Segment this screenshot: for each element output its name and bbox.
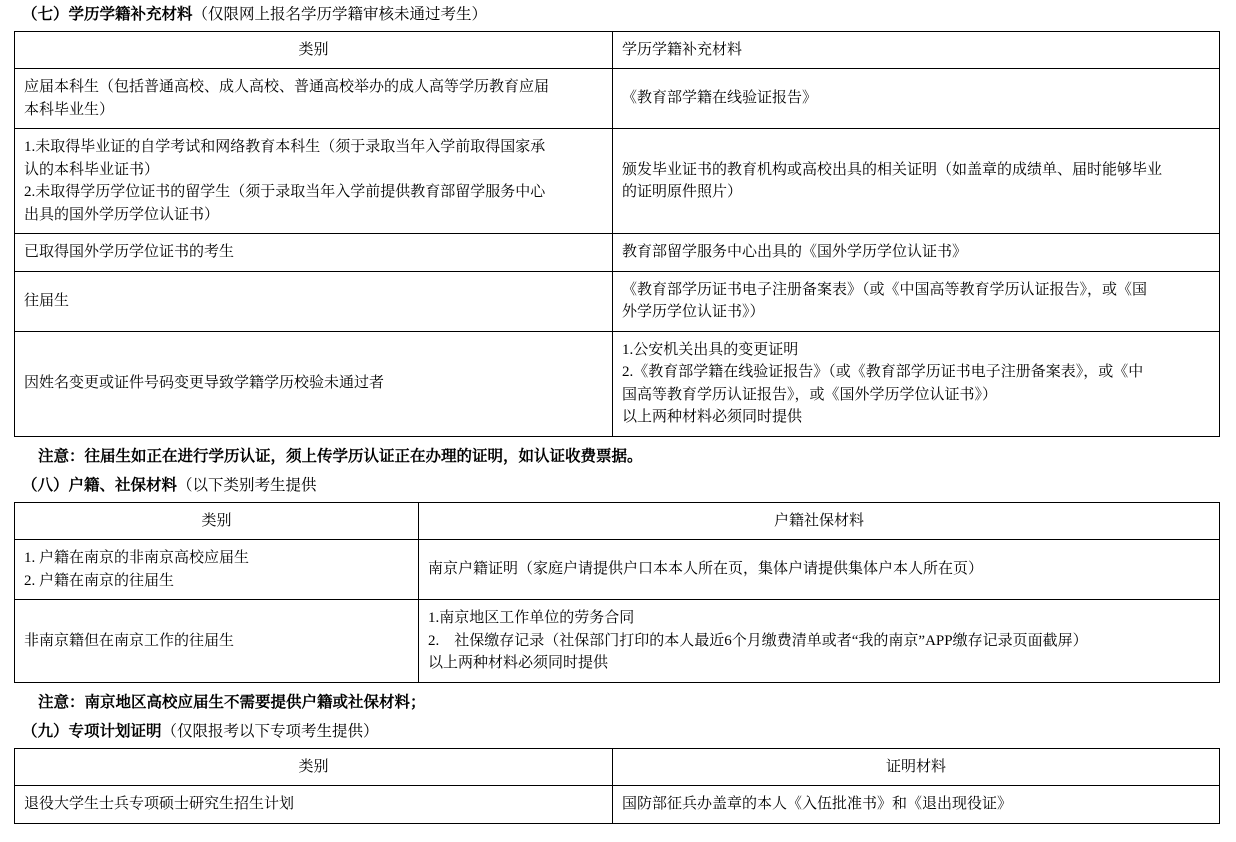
table-row (15, 600, 1220, 683)
cell-text-line: 2. 户籍在南京的往届生 (24, 572, 175, 589)
table-header-row (15, 748, 1220, 786)
table-special-plan (14, 748, 1220, 824)
cell-text-line: 2.《教育部学籍在线验证报告》（或《教育部学历证书电子注册备案表》，或《中 (622, 364, 1144, 381)
cell-text-line: 2. 社保缴存记录（社保部门打印的本人最近6个月缴费清单或者“我的南京”APP缴存记录页面截屏） (428, 632, 1088, 649)
table-cell-materials (613, 786, 1220, 824)
cell-text-line: 南京户籍证明（家庭户请提供户口本本人所在页，集体户请提供集体户本人所在页） (428, 561, 984, 578)
cell-text-line: 教育部留学服务中心出具的《国外学历学位认证书》 (622, 244, 968, 261)
table-cell-materials (613, 129, 1220, 234)
table-academic-supplement (14, 31, 1220, 437)
section-heading-8 (0, 471, 1236, 502)
section-heading-7 (0, 0, 1236, 31)
cell-text-line: 认的本科毕业证书） (24, 161, 160, 178)
cell-text-line: 退役大学生士兵专项硕士研究生招生计划 (24, 796, 295, 813)
section-heading-9 (0, 717, 1236, 748)
table-row (15, 129, 1220, 234)
table-residence-socialsecurity (14, 502, 1220, 683)
table-header-cell-category: 类别 (15, 502, 419, 540)
section-heading-8-bold: （八）户籍、社保材料 (22, 476, 178, 494)
table-cell-category (15, 129, 613, 234)
cell-text-line: 以上两种材料必须同时提供 (622, 409, 803, 426)
cell-text-line: 1.未取得毕业证的自学考试和网络教育本科生（须于录取当年入学前取得国家承 (24, 139, 546, 156)
table-cell-category (15, 331, 613, 436)
cell-text-line: 2.未取得学历学位证书的留学生（须于录取当年入学前提供教育部留学服务中心 (24, 184, 546, 201)
section-heading-9-bold: （九）专项计划证明 (22, 722, 162, 740)
table-cell-category (15, 786, 613, 824)
table-row (15, 540, 1220, 600)
cell-text-line: 颁发毕业证书的教育机构或高校出具的相关证明（如盖章的成绩单、届时能够毕业 (622, 161, 1163, 178)
table-cell-category (15, 540, 419, 600)
note-residence-socialsecurity: 注意：南京地区高校应届生不需要提供户籍或社保材料； (38, 693, 426, 711)
table-cell-category (15, 600, 419, 683)
cell-text-line: 的证明原件照片） (622, 184, 743, 201)
cell-text-line: 已取得国外学历学位证书的考生 (24, 244, 235, 261)
cell-text-line: 因姓名变更或证件号码变更导致学籍学历校验未通过者 (24, 375, 385, 392)
table-cell-category (15, 69, 613, 129)
table-header-cell-materials: 户籍社保材料 (419, 502, 1220, 540)
cell-text-line: 《教育部学籍在线验证报告》 (622, 90, 818, 107)
table-header-cell-materials: 证明材料 (613, 748, 1220, 786)
cell-text-line: 国防部征兵办盖章的本人《入伍批准书》和《退出现役证》 (622, 796, 1013, 813)
table-row (15, 271, 1220, 331)
table-cell-materials (613, 271, 1220, 331)
table-header-cell-category: 类别 (15, 748, 613, 786)
table-row (15, 234, 1220, 272)
table-cell-materials (419, 600, 1220, 683)
cell-text-line: 应届本科生（包括普通高校、成人高校、普通高校举办的成人高等学历教育应届 (24, 79, 550, 96)
cell-text-line: 1.南京地区工作单位的劳务合同 (428, 610, 635, 627)
section-heading-7-light: （仅限网上报名学历学籍审核未通过考生） (192, 6, 488, 23)
table-header-row (15, 502, 1220, 540)
section-heading-9-light: （仅限报考以下专项考生提供） (161, 722, 379, 740)
table-cell-category (15, 271, 613, 331)
cell-text-line: 以上两种材料必须同时提供 (428, 655, 609, 672)
table-cell-materials (419, 540, 1220, 600)
table-row (15, 786, 1220, 824)
table-row (15, 69, 1220, 129)
cell-text-line: 非南京籍但在南京工作的往届生 (24, 632, 235, 649)
table-cell-materials (613, 331, 1220, 436)
cell-text-line: 《教育部学历证书电子注册备案表》（或《中国高等教育学历认证报告》，或《国 (622, 281, 1148, 298)
table-cell-materials (613, 234, 1220, 272)
table-cell-category (15, 234, 613, 272)
cell-text-line: 1. 户籍在南京的非南京高校应届生 (24, 550, 250, 567)
cell-text-line: 外学历学位认证书》） (622, 304, 765, 321)
table-cell-materials (613, 69, 1220, 129)
cell-text-line: 国高等教育学历认证报告》，或《国外学历学位认证书》） (622, 386, 998, 403)
cell-text-line: 本科毕业生） (24, 101, 115, 118)
section-heading-8-light: （以下类别考生提供 (177, 476, 317, 494)
cell-text-line: 出具的国外学历学位认证书） (24, 206, 220, 223)
cell-text-line: 1.公安机关出具的变更证明 (622, 341, 799, 358)
table-header-cell-category: 类别 (15, 31, 613, 69)
table-header-cell-materials: 学历学籍补充材料 (613, 31, 1220, 69)
table-row (15, 331, 1220, 436)
section-heading-7-bold: （七）学历学籍补充材料 (22, 6, 193, 23)
note-academic-supplement: 注意：往届生如正在进行学历认证，须上传学历认证正在办理的证明，如认证收费票据。 (38, 447, 643, 465)
cell-text-line: 往届生 (24, 292, 70, 309)
table-header-row (15, 31, 1220, 69)
